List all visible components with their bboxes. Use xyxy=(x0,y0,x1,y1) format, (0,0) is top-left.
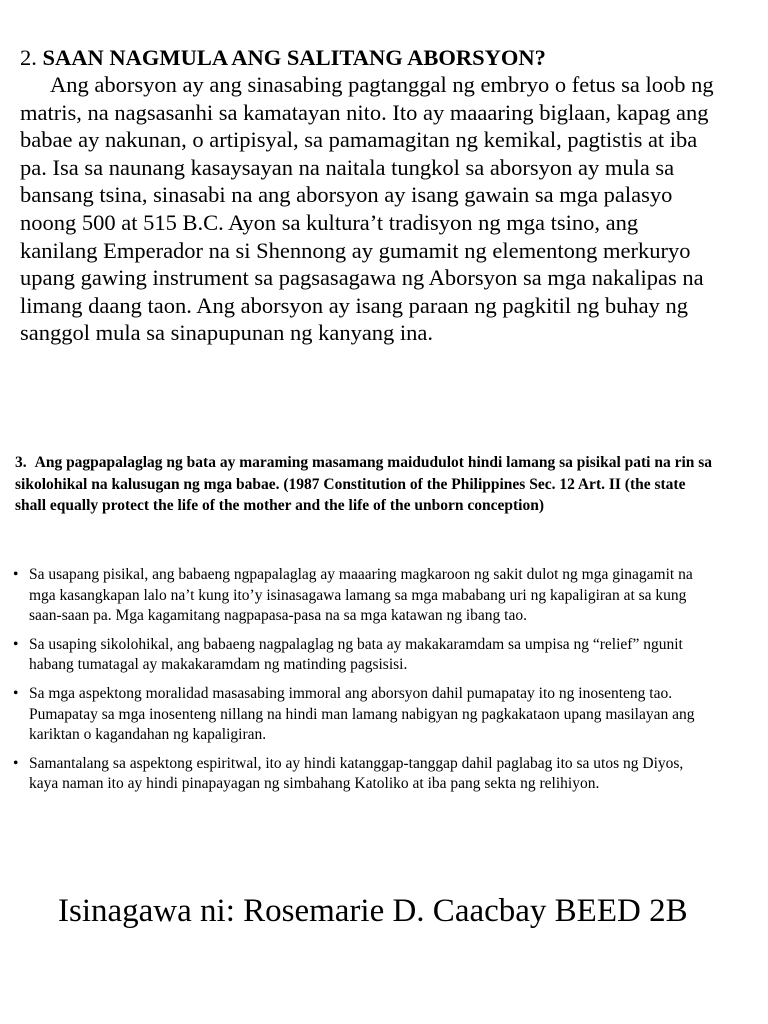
section-2-title xyxy=(20,44,720,71)
list-item xyxy=(13,565,713,627)
section-2 xyxy=(20,44,720,347)
list-item-text: Sa usapang pisikal, ang babaeng ngpapalaglag ay maaaring magkaroon ng sakit dulot ng mga ginagamit na mga kasangkapan lalo na’t kung ito’y isinasagawa lamang sa mga mababang uri ng kapaligiran at sa kung saan-saan pa. Mga kagamitang nagpapasa-pasa na sa mga katawan ng ibang tao. xyxy=(29,566,693,625)
list-item-text: Samantalang sa aspektong espiritwal, ito ay hindi katanggap-tanggap dahil paglabag ito sa utos ng Diyos, kaya naman ito ay hindi pinapayagan ng simbahang Katoliko at iba pang sekta ng relihiyon. xyxy=(29,754,684,793)
list-item xyxy=(13,635,713,676)
list-item-text: Sa usaping sikolohikal, ang babaeng nagpalaglag ng bata ay makakaramdam sa umpisa ng “relief” ngunit habang tumatagal ay makakaramdam ng matinding pagsisisi. xyxy=(29,635,683,674)
bullet-icon: • xyxy=(13,754,19,772)
bullet-icon: • xyxy=(13,635,19,653)
bullet-icon: • xyxy=(13,684,19,702)
list-item xyxy=(13,754,713,795)
section-2-number: 2. xyxy=(20,45,37,70)
section-3 xyxy=(15,452,715,517)
section-2-paragraph: Ang aborsyon ay ang sinasabing pagtanggal ng embryo o fetus sa loob ng matris, na nagsasanhi sa kamatayan nito. Ito ay maaaring biglaan, kapag ang babae ay nakunan, o artipisyal, sa pamamagitan ng kemikal, pagtistis at iba pa. Isa sa naunang kasaysayan na naitala tungkol sa aborsyon ay mula sa bansang tsina, sinasabi na ang aborsyon ay isang gawain sa mga palasyo noong 500 at 515 B.C. Ayon sa kultura’t tradisyon ng mga tsino, ang kanilang Emperador na si Shennong ay gumamit ng elementong merkuryo upang gawing instrument sa pagsasagawa ng Aborsyon sa mga nakalipas na limang daang taon. Ang aborsyon ay isang paraan ng pagkitil ng buhay ng sanggol mula sa sinapupunan ng kanyang ina. xyxy=(20,72,714,346)
section-3-heading xyxy=(15,452,715,517)
section-3-bullet-list xyxy=(13,565,713,803)
list-item-text: Sa mga aspektong moralidad masasabing immoral ang aborsyon dahil pumapatay ito ng inosenteng tao. Pumapatay sa mga inosenteng nillang na hindi man lamang nabigyan ng pagkakataon upang masilayan ang kariktan o kagandahan ng kapaligiran. xyxy=(29,684,695,744)
section-3-heading-text: Ang pagpapalaglag ng bata ay maraming masamang maidudulot hindi lamang sa pisikal pati na rin sa sikolohikal na kalusugan ng mga babae. (1987 Constitution of the Philippines Sec. 12 Art. II (the state shall equally protect the life of the mother and the life of the unborn conception) xyxy=(15,454,713,514)
author-byline: Isinagawa ni: Rosemarie D. Caacbay BEED 2B xyxy=(58,893,688,929)
bullet-icon: • xyxy=(13,566,19,583)
list-item xyxy=(13,684,713,746)
section-2-heading: SAAN NAGMULA ANG SALITANG ABORSYON? xyxy=(42,45,546,70)
section-3-number: 3. xyxy=(15,454,27,471)
